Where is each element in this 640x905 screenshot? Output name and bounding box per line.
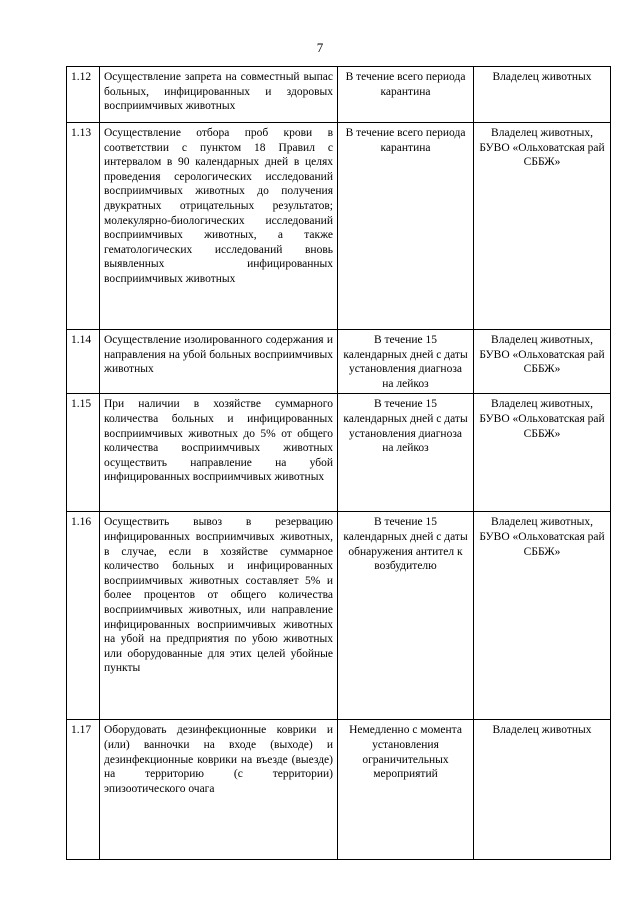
row-term: В течение 15 календарных дней с даты установления диагноза на лейкоз — [338, 330, 474, 394]
row-term: В течение 15 календарных дней с даты обнаружения антител к возбудителю — [338, 512, 474, 720]
row-term: Немедленно с момента установления ограничительных мероприятий — [338, 720, 474, 860]
row-term: В течение всего периода карантина — [338, 67, 474, 123]
row-number: 1.17 — [67, 720, 100, 860]
row-action: Осуществление запрета на совместный выпас больных, инфицированных и здоровых восприимчивых животных — [100, 67, 338, 123]
row-responsible: Владелец животных, БУВО «Ольховатская рай СББЖ» — [474, 123, 611, 330]
row-responsible: Владелец животных — [474, 67, 611, 123]
row-number: 1.13 — [67, 123, 100, 330]
row-action: Оборудовать дезинфекционные коврики и (или) ванночки на входе (выходе) и дезинфекционные коврики на въезде (выезде) на территорию (с территории) эпизоотического очага — [100, 720, 338, 860]
row-term: В течение всего периода карантина — [338, 123, 474, 330]
row-responsible: Владелец животных — [474, 720, 611, 860]
row-term: В течение 15 календарных дней с даты установления диагноза на лейкоз — [338, 394, 474, 512]
row-responsible: Владелец животных, БУВО «Ольховатская рай СББЖ» — [474, 394, 611, 512]
table-row — [67, 330, 611, 394]
table-row — [67, 123, 611, 330]
table-row — [67, 720, 611, 860]
table-row — [67, 512, 611, 720]
row-number: 1.12 — [67, 67, 100, 123]
row-action: Осуществить вывоз в резервацию инфицированных восприимчивых животных, в случае, если в хозяйстве суммарное количество больных и инфицированных восприимчивых животных составляет 5% и более процентов от общего количества восприимчивых животных, или направление инфицированных восприимчивых животных на убой на предприятия по убою животных или оборудованные для этих целей убойные пункты — [100, 512, 338, 720]
row-action: При наличии в хозяйстве суммарного количества больных и инфицированных восприимчивых животных до 5% от общего количества восприимчивых животных осуществить направление на убой инфицированных восприимчивых животных — [100, 394, 338, 512]
table-row — [67, 67, 611, 123]
row-number: 1.16 — [67, 512, 100, 720]
row-action: Осуществление изолированного содержания и направления на убой больных восприимчивых животных — [100, 330, 338, 394]
page-number: 7 — [316, 40, 324, 55]
row-number: 1.15 — [67, 394, 100, 512]
table-row — [67, 394, 611, 512]
row-number: 1.14 — [67, 330, 100, 394]
measures-table — [66, 66, 611, 860]
row-action: Осуществление отбора проб крови в соответствии с пунктом 18 Правил с интервалом в 90 календарных дней в целях проведения серологических исследований восприимчивых животных до получения двукратных отрицательных результатов; молекулярно-биологических исследований восприимчивых животных, а также гематологических исследований вновь выявленных инфицированных восприимчивых животных — [100, 123, 338, 330]
row-responsible: Владелец животных, БУВО «Ольховатская рай СББЖ» — [474, 512, 611, 720]
row-responsible: Владелец животных, БУВО «Ольховатская рай СББЖ» — [474, 330, 611, 394]
